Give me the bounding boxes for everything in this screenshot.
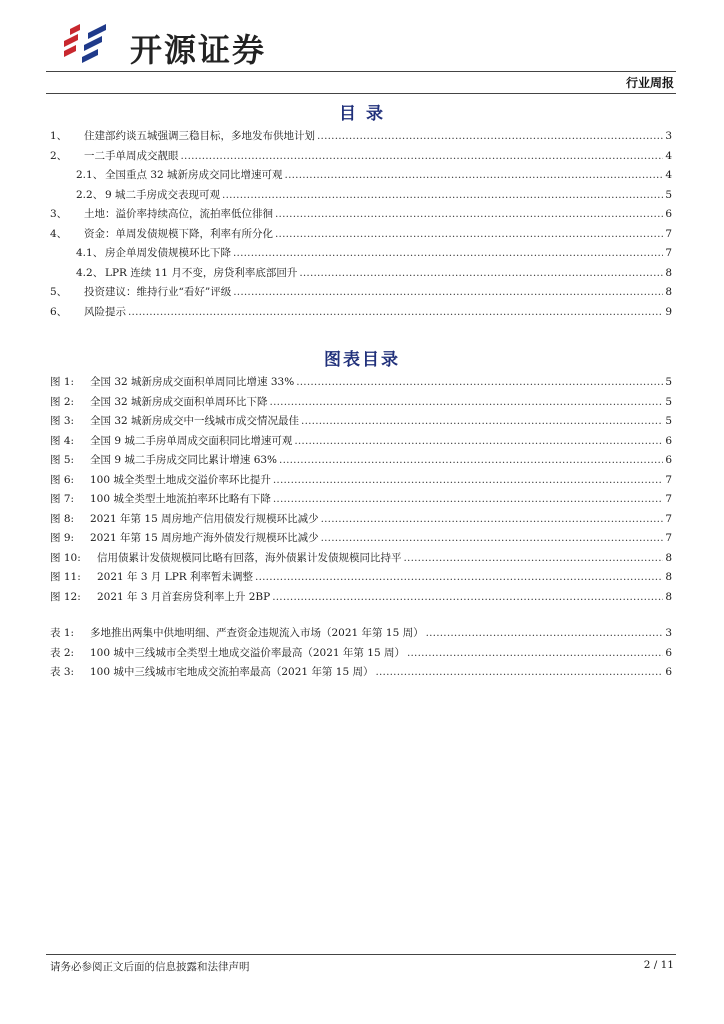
dot-leader [321,513,664,525]
entry-page-number: 3 [665,627,672,639]
entry-title: 2021 年第 15 周房地产信用债发行规模环比减少 [90,512,319,525]
entry-page-number: 5 [665,415,672,427]
entry-title: 100 城中三线城市全类型土地成交溢价率最高（2021 年第 15 周） [90,646,405,659]
entry-title: 全国 32 城新房成交面积单周环比下降 [90,395,268,408]
toc-title: 目 录 [339,104,385,124]
entry-title: LPR 连续 11 月不变，房贷利率底部回升 [105,266,298,279]
entry-page-number: 7 [665,532,672,544]
header-rule [46,71,676,72]
entry-title: 2021 年第 15 周房地产海外债发行规模环比减少 [90,532,319,544]
figure-entry[interactable] [50,530,672,550]
toc-entry[interactable] [50,304,672,324]
figure-entry[interactable] [50,589,672,609]
dot-leader [270,396,664,408]
figure-entry[interactable] [50,569,672,589]
toc-entry[interactable] [50,187,672,207]
entry-title: 2021 年 3 月首套房贷利率上升 2BP [97,590,271,603]
entry-title: 100 城全类型土地成交溢价率环比提升 [90,473,271,486]
dot-leader [426,627,664,639]
dot-leader [279,454,663,466]
entry-number: 图 9: [50,532,75,544]
entry-number: 4.2、 [76,266,104,279]
toc-entry[interactable] [50,128,672,148]
entry-number: 图 7: [50,493,75,505]
dot-leader [275,228,663,240]
entry-page-number: 7 [665,227,672,240]
entry-number: 表 2: [50,646,75,659]
entry-number: 1、 [50,130,68,142]
entry-title: 风险提示 [84,305,126,318]
entry-number: 2、 [50,149,68,162]
dot-leader [275,208,663,220]
entry-page-number: 5 [665,395,672,408]
entry-title: 资金：单周发债规模下降，利率有所分化 [84,227,273,240]
figure-entry[interactable] [50,374,672,394]
figure-entry[interactable] [50,472,672,492]
entry-page-number: 5 [665,376,672,388]
dot-leader [321,532,664,544]
entry-page-number: 8 [665,571,672,583]
figure-list [50,374,672,608]
entry-number: 4.1、 [76,247,104,259]
dot-leader [222,189,663,201]
entry-page-number: 4 [665,149,672,162]
toc-entry[interactable] [50,284,672,304]
figure-entry[interactable] [50,550,672,570]
entry-title: 2021 年 3 月 LPR 利率暂未调整 [97,571,254,583]
entry-title: 一二手单周成交靓眼 [84,149,179,162]
entry-title: 100 城中三线城市宅地成交流拍率最高（2021 年第 15 周） [90,666,374,678]
footer-rule [46,954,676,955]
entry-title: 9 城二手房成交表现可观 [105,188,221,201]
dot-leader [296,376,663,388]
header-rule-bottom [46,93,676,94]
entry-title: 多地推出两集中供地明细、严查资金违规流入市场（2021 年第 15 周） [90,627,424,639]
figure-entry[interactable] [50,413,672,433]
figure-entry[interactable] [50,433,672,453]
entry-title: 全国重点 32 城新房成交同比增速可观 [105,169,283,181]
table-entry[interactable] [50,664,672,684]
entry-page-number: 8 [665,266,672,279]
entry-page-number: 6 [665,666,672,678]
entry-page-number: 6 [665,454,672,466]
entry-page-number: 8 [665,286,672,298]
dot-leader [233,286,663,298]
dot-leader [273,493,663,505]
entry-number: 图 10: [50,551,81,564]
logo-mark-icon [60,21,120,65]
dot-leader [255,571,663,583]
entry-number: 表 1: [50,627,75,639]
entry-number: 图 2: [50,395,75,408]
figure-entry[interactable] [50,452,672,472]
table-entry[interactable] [50,625,672,645]
entry-page-number: 7 [665,247,672,259]
figure-entry[interactable] [50,394,672,414]
brand-logo [60,21,284,69]
entry-number: 图 1: [50,376,75,388]
figure-entry[interactable] [50,511,672,531]
dot-leader [404,552,664,564]
entry-title: 信用债累计发债规模同比略有回落，海外债累计发债规模同比持平 [97,551,402,564]
entry-page-number: 3 [665,130,672,142]
dot-leader [273,474,663,486]
toc-entry[interactable] [50,226,672,246]
entry-title: 100 城全类型土地流拍率环比略有下降 [90,493,271,505]
dot-leader [317,130,663,142]
entry-number: 图 4: [50,434,75,447]
entry-page-number: 8 [665,551,672,564]
entry-page-number: 7 [665,473,672,486]
entry-number: 表 3: [50,666,75,678]
dot-leader [181,150,664,162]
dot-leader [128,306,663,318]
entry-number: 2.1、 [76,169,104,181]
dot-leader [285,169,664,181]
entry-page-number: 6 [665,208,672,220]
entry-title: 住建部约谈五城强调三稳目标，多地发布供地计划 [84,130,315,142]
entry-number: 3、 [50,208,68,220]
entry-number: 图 6: [50,473,75,486]
dot-leader [294,435,663,447]
entry-number: 5、 [50,286,68,298]
footer-disclaimer: 请务必参阅正文后面的信息披露和法律声明 [50,961,250,973]
table-entry[interactable] [50,645,672,665]
toc-entry[interactable] [50,167,672,187]
entry-page-number: 6 [665,434,672,447]
figures-title: 图表目录 [324,350,400,370]
entry-page-number: 8 [665,590,672,603]
entry-number: 图 5: [50,454,75,466]
entry-title: 全国 32 城新房成交面积单周同比增速 33% [90,376,295,388]
toc-list [50,128,672,323]
entry-number: 4、 [50,227,68,240]
dot-leader [375,666,663,678]
entry-page-number: 9 [665,305,672,318]
entry-title: 全国 9 城二手房单周成交面积同比增速可观 [90,434,293,447]
entry-number: 图 11: [50,571,81,583]
entry-page-number: 7 [665,512,672,525]
dot-leader [272,591,663,603]
entry-number: 图 3: [50,415,75,427]
toc-entry[interactable] [50,148,672,168]
toc-entry[interactable] [50,245,672,265]
toc-entry[interactable] [50,265,672,285]
table-list [50,625,672,684]
report-type-tag: 行业周报 [625,76,674,90]
entry-number: 图 12: [50,590,81,603]
entry-number: 图 8: [50,512,75,525]
page-number: 2 / 11 [643,959,674,971]
dot-leader [301,415,663,427]
entry-title: 全国 9 城二手房成交同比累计增速 63% [90,454,278,466]
entry-title: 房企单周发债规模环比下降 [105,247,231,259]
dot-leader [299,267,663,279]
entry-number: 6、 [50,305,68,318]
entry-page-number: 4 [665,169,672,181]
dot-leader [233,247,663,259]
entry-title: 土地：溢价率持续高位，流拍率低位徘徊 [84,208,273,220]
logo-text: 开源证券 [130,31,267,69]
entry-title: 投资建议：维持行业“看好”评级 [84,286,232,298]
entry-page-number: 5 [665,188,672,201]
entry-page-number: 7 [665,493,672,505]
entry-title: 全国 32 城新房成交中一线城市成交情况最佳 [90,415,300,427]
figure-entry[interactable] [50,491,672,511]
dot-leader [407,647,663,659]
entry-number: 2.2、 [76,188,104,201]
entry-page-number: 6 [665,646,672,659]
toc-entry[interactable] [50,206,672,226]
